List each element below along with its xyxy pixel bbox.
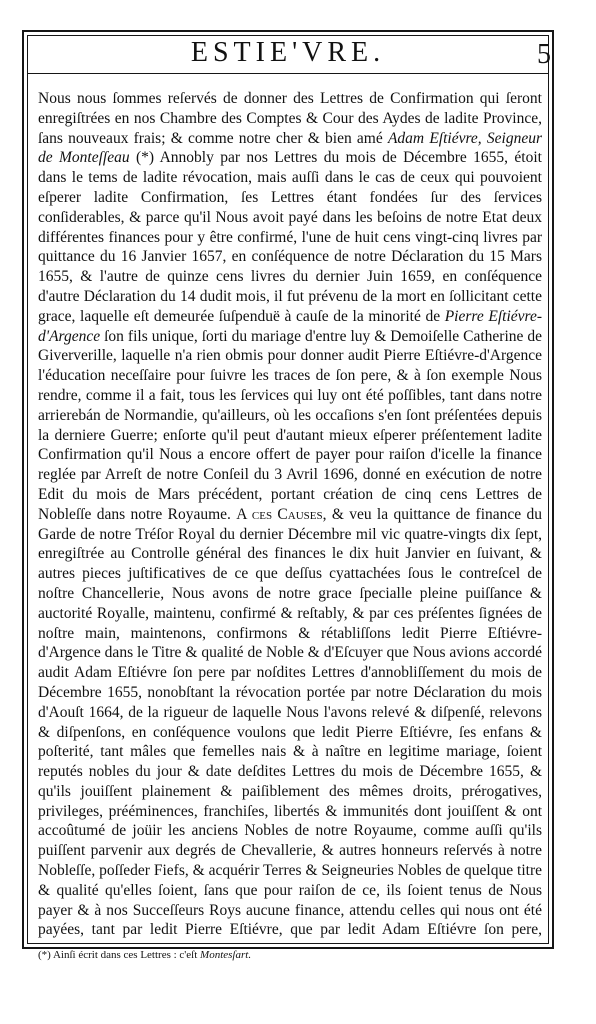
person-name-adam: Adam Eſtiévre, Seigneur de Monteſſeau [38,129,542,167]
body-segment-5: ſon fils unique, ſorti du mariage d'entre luy & Demoiſelle Catherine de Giververille, laquelle n'a rien obmis pour donner audit Pierre Eſtiévre-d'Argence l'éducation neceſſaire pour ſuivre les traces de ſon pere, & à ſon exemple Nous rendre, comme il a fait, tous les ſervices qui luy ont été poſſibles, tant dans notre arrierebán de Normandie, qu'ailleurs, où les occaſions s'en ſont préſentées depuis la derniere Guerre; enſorte qu'il peut d'autant mieux eſperer préſentement ladite Confirmation qu'il Nous a encore offert de payer pour raiſon d'icelle la finance reglée par Arreſt de notre Conſeil du 3 Avril 1696, donné en exécution de notre Edit du mois de Mars précédent, portant création de cinq cens Lettres de Nobleſſe dans notre Royaume. [38,327,542,523]
body-segment-3: (*) Annobly par nos Lettres du mois de Décembre 1655, étoit dans le tems de ladite révocation, mais auſſi dans le cas de ceux qui pouvoient eſperer ladite Confirmation, ſes Lettres étant fondées ſur des ſervices conſiderables, & parce qu'il Nous avoit payé dans les beſoins de notre Etat deux différentes finances pour y être confirmé, l'une de huit cens vingt-cinq livres par quittance du 16 Janvier 1657, en conſéquence de notre Déclaration du 15 Mars 1655, & l'autre de quinze cens livres du dernier Juin 1659, en conſéquence d'autre Déclaration du 14 dudit mois, il fut prévenu de la mort en ſollicitant cette grace, laquelle eſt demeurée ſuſpenduë à cauſe de la minorité de [38,149,542,325]
footnote [38,948,548,962]
body-text-block [38,89,542,938]
body-paragraph [38,89,542,938]
a-ces-causes: A ces Causes [236,505,323,523]
title-rule [27,73,549,74]
footnote-italic: Montesſart. [200,949,252,961]
body-segment-1: Nous nous ſommes reſervés de donner des Lettres de Confirmation qui ſeront enregiſtrées en nos Chambre des Comptes & Cour des Aydes de ladite Province, ſans nouveaux frais; & comme notre cher & bien amé [38,90,542,147]
running-title: ESTIE'VRE. [190,37,386,68]
body-segment-7: , & veu la quittance de finance du Garde de notre Tréſor Royal du dernier Décembre mil vic quatre-vingts dix ſept, enregiſtrée au Controlle général des finances le dix huit Janvier en ſuivant, & autres pieces juſtificatives de ce que deſſus cyattachées ſous le contreſcel de noſtre Chancellerie, Nous avons de notre grace ſpecialle pleine puiſſance & auctorité Royalle, maintenu, confirmé & reſtably, & par ces préſentes ſignées de noſtre main, maintenons, confirmons & rétabliſſons ledit Pierre Eſtiévre-d'Argence dans le Titre & qualité de Noble & d'Eſcuyer que Nous avions accordé audit Adam Eſtiévre ſon pere par noſdites Lettres d'annobliſſement du mois de Décembre 1655, nonobſtant la révocation portée par notre Déclaration du mois d'Aouſt 1664, de la rigueur de laquelle Nous l'avons relevé & diſpenſé, relevons & diſpenſons, en conſéquence voulons que ledit Pierre Eſtiévre, ſes enfans & poſterité, tant mâles que femelles nais & à naître en legitime mariage, ſoient reputés nobles du jour & date deſdites Lettres du mois de Décembre 1655, & qu'ils jouiſſent plainement & paiſiblement des mêmes droits, prérogatives, privileges, prééminences, franchiſes, libertés & immunités dont jouiſſent & ont accoûtumé de joüir les anciens Nobles de notre Royaume, comme auſſi qu'ils puiſſent parvenir aux degrés de Chevallerie, & autres honneurs reſervés à notre Nobleſſe, poſſeder Fiefs, & acquérir Terres & Seigneuries Nobles de quelque titre & qualité qu'elles ſoient, ſans que pour raiſon de ce, ils ſoient tenus de Nous payer & à nos Succeſſeurs Roys aucune finance, attendu celles qui nous ont été payées, tant par ledit Pierre Eſtiévre, que par ledit Adam Eſtiévre ſon pere, [38,505,542,938]
person-name-pierre: Pierre Eſtiévre-d'Argence [38,307,542,345]
footnote-text: (*) Ainſi écrit dans ces Lettres : c'eſt [38,949,201,961]
page-number: 5 [537,39,551,70]
